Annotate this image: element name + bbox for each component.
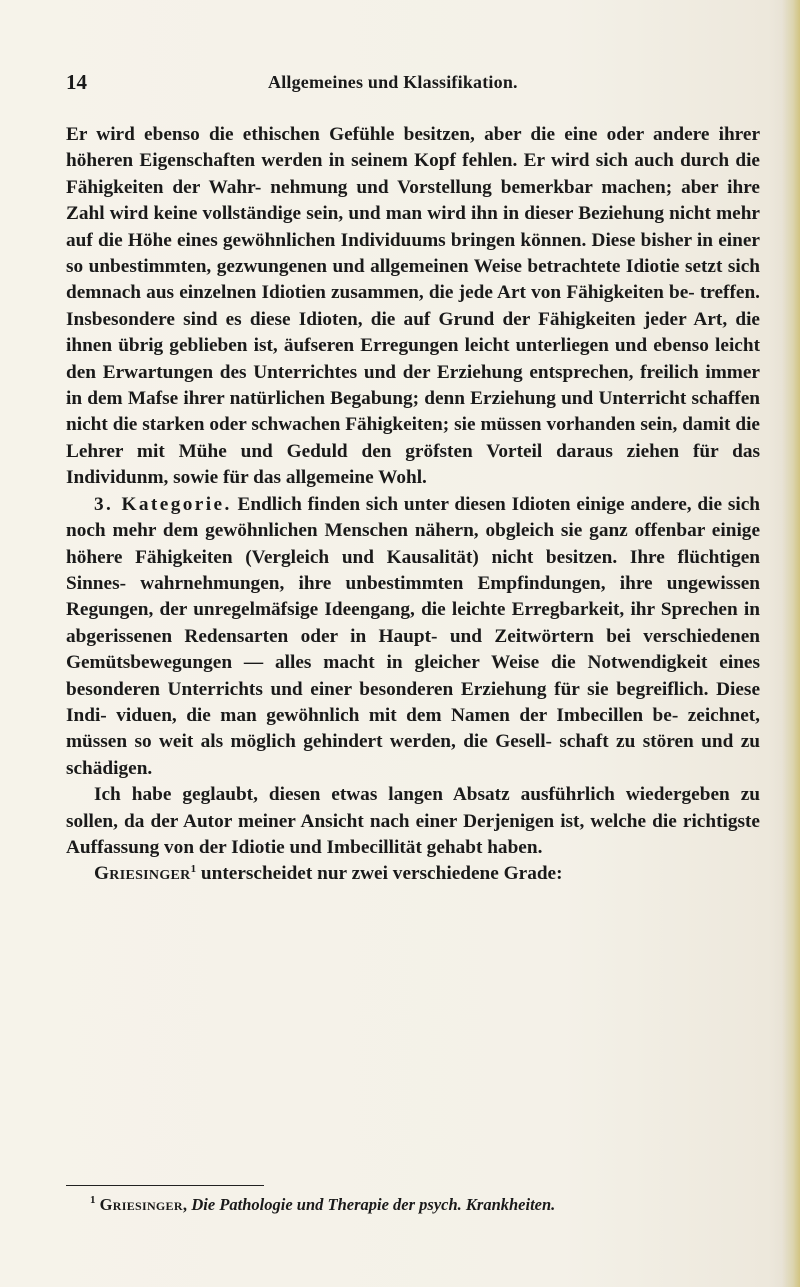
footnote-author: Griesinger,: [99, 1195, 188, 1214]
main-text: [66, 122, 760, 888]
page-edge-shadow: [782, 0, 800, 1287]
paragraph-2-text: Endlich finden sich unter diesen Idioten einige andere, die sich noch mehr dem gewöhnlichen Menschen nähern, obgleich sie ganz offenbar einige höhere Fähigkeiten (Vergleich und Kausalität) nicht besitzen. Ihre flüchtigen Sinnes- wahrnehmungen, ihre unbestimmten Empfindungen, ihre ungewissen Regungen, der unregelmäfsige Ideengang, die leichte Erregbarkeit, ihr Sprechen in abgerissenen Redensarten oder in Haupt- und Zeitwörtern bei verschiedenen Gemütsbewegungen — alles macht in gleicher Weise die Notwendigkeit eines besonderen Unterrichts und einer besonderen Erziehung für sie begreiflich. Diese Indi- viduen, die man gewöhnlich mit dem Namen der Imbecillen be- zeichnet, müssen so weit als möglich gehindert werden, die Gesell- schaft zu stören und zu schädigen.: [66, 493, 760, 779]
footnote-title: Die Pathologie und Therapie der psych. Krankheiten.: [191, 1195, 556, 1214]
running-title: Allgemeines und Klassifikation.: [268, 72, 518, 92]
paragraph-1: Er wird ebenso die ethischen Gefühle besitzen, aber die eine oder andere ihrer höheren Eigenschaften werden in seinem Kopf fehlen. Er wird sich auch durch die Fähigkeiten der Wahr- nehmung und Vorstellung bemerkbar machen; aber ihre Zahl wird keine vollständige sein, und man wird ihn in dieser Beziehung nicht mehr auf die Höhe eines gewöhnlichen Individuums bringen können. Diese bisher in einer so unbestimmten, gezwungenen und allgemeinen Weise betrachtete Idiotie setzt sich demnach aus einzelnen Idiotien zusammen, die jede Art von Fähigkeiten be- treffen. Insbesondere sind es diese Idioten, die auf Grund der Fähigkeiten jeder Art, die ihnen übrig geblieben ist, äufseren Erregungen leicht unterliegen und ebenso leicht den Erwartungen des Unterrichtes und der Erziehung entsprechen, freilich immer in dem Mafse ihrer natürlichen Begabung; denn Erziehung und Unterricht schaffen nicht die starken oder schwachen Fähigkeiten; sie müssen vorhanden sein, damit die Lehrer mit Mühe und Geduld den gröfsten Vorteil daraus ziehen für das Individunm, sowie für das allgemeine Wohl.: [66, 124, 760, 489]
category-label: 3. Kategorie.: [94, 493, 232, 515]
paragraph-4-text: unterscheidet nur zwei verschiedene Grade:: [196, 863, 563, 885]
author-name: Griesinger: [94, 863, 191, 885]
footnote-marker: 1: [90, 1194, 96, 1206]
page-number: 14: [66, 70, 87, 94]
paragraph-2: [66, 492, 760, 782]
footnote-reference: 1: [190, 863, 197, 876]
footnote-divider: [66, 1185, 264, 1186]
page-header: [0, 70, 800, 100]
paragraph-4: [66, 861, 760, 887]
paragraph-3: Ich habe geglaubt, diesen etwas langen Absatz ausführlich wiedergeben zu sollen, da der Autor meiner Ansicht nach einer Derjenigen ist, welche die richtigste Auffassung von der Idiotie und Imbecillität gehabt haben.: [66, 784, 760, 858]
footnote: [90, 1194, 780, 1216]
